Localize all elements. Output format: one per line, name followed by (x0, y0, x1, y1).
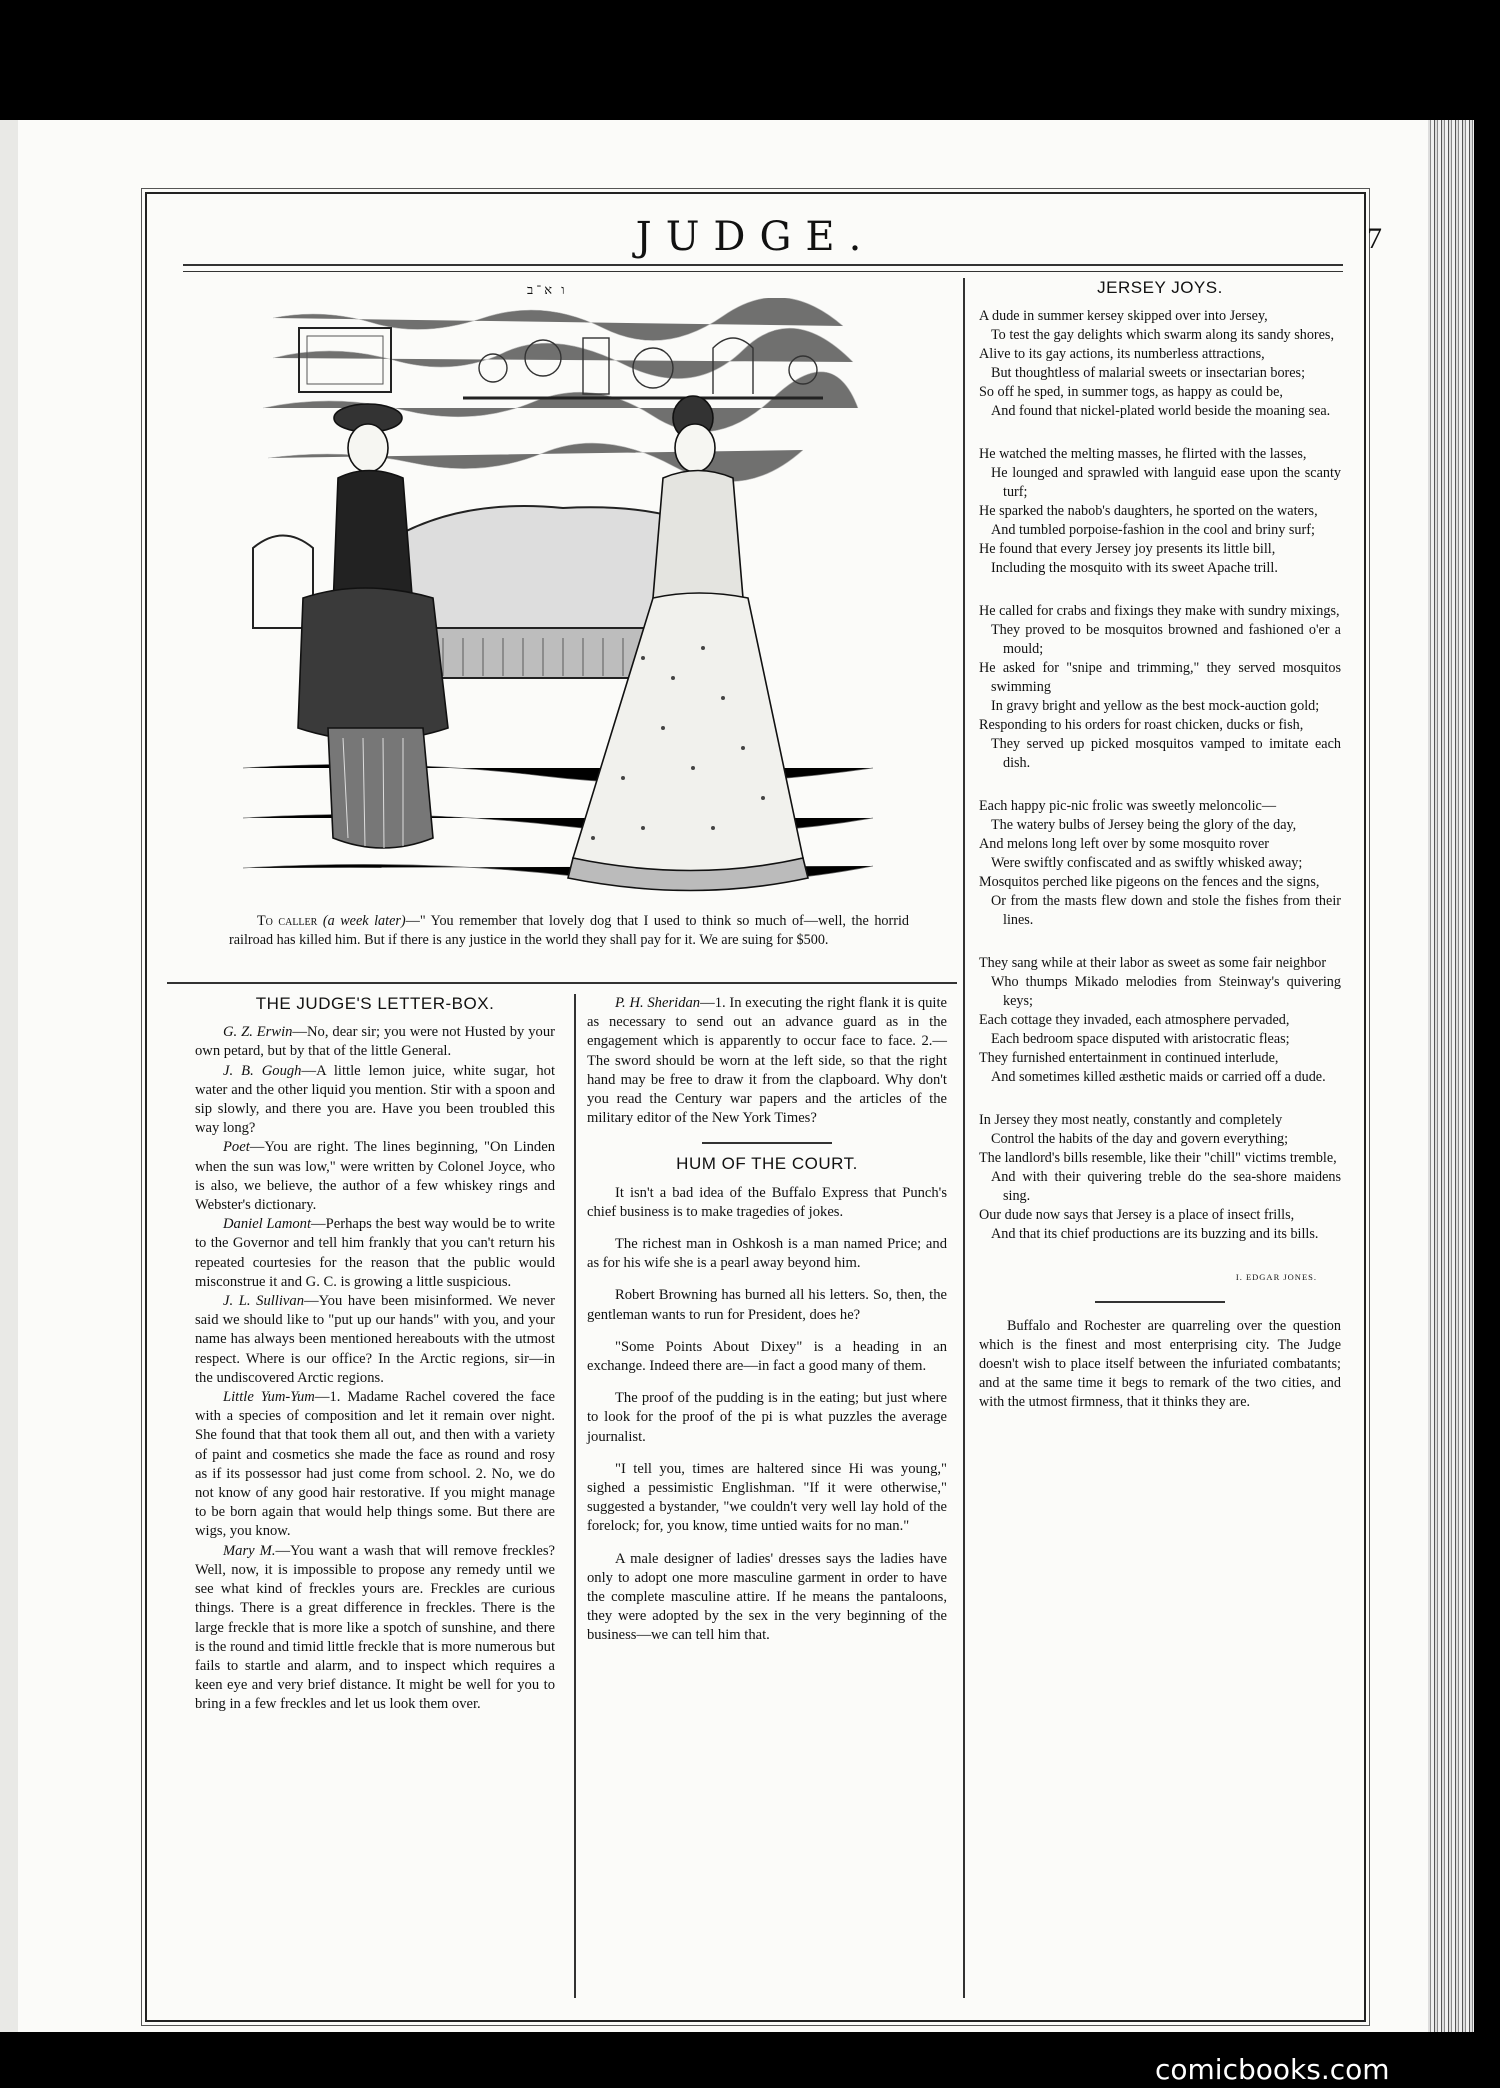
poem-line: They proved to be mosquitos browned and fashioned o'er a mould; (991, 622, 1341, 657)
letter-entry (195, 1292, 555, 1388)
hum-paragraph: "Some Points About Dixey" is a heading in an exchange. Indeed there are—in fact a good many of them. (587, 1338, 947, 1375)
scan-top-margin (0, 0, 1500, 122)
hum-paragraph: It isn't a bad idea of the Buffalo Express that Punch's chief business is to make tragedies of jokes. (587, 1184, 947, 1220)
poem-line: And found that nickel-plated world beside the moaning sea. (991, 403, 1331, 419)
caption-lead: To caller (257, 913, 318, 929)
column-rule-right (963, 278, 965, 1998)
letter-entry (195, 1388, 555, 1542)
poem-line: Including the mosquito with its sweet Apache trill. (991, 560, 1278, 576)
letter-entry-text: —A little lemon juice, white sugar, hot water and the other liquid you mention. Stir with a spoon and sip slowly, and there you are. Have you been troubled this way long? (195, 1062, 555, 1137)
cartoon-title: ו א־ב (527, 282, 568, 297)
letter-entry-name: Poet (223, 1139, 250, 1156)
letter-entry-text: —1. In executing the right flank it is quite as necessary to send out an advance guard as in the engagement which is apparently to occur face to face. 2.—The sword should be worn at the left side, so that the right hand may be free to draw it from the clapboard. Why don't you read the Century war papers and the articles of the military editor of the New York Times? (587, 995, 947, 1127)
poem-line: And with their quivering treble do the sea-shore maidens sing. (991, 1169, 1341, 1204)
poem-line: But thoughtless of malarial sweets or insectarian bores; (991, 365, 1306, 381)
poem-line: A dude in summer kersey skipped over into Jersey, (979, 308, 1268, 324)
poem-line: They sang while at their labor as sweet as some fair neighbor (979, 955, 1327, 971)
cartoon-bottom-rule (167, 982, 957, 984)
letter-entry-name: Daniel Lamont (223, 1216, 312, 1233)
hum-paragraph: A male designer of ladies' dresses says the ladies have only to adopt one more masculine garment in order to have the complete masculine attire. If he means the pantaloons, they were adopted by the sex in the very beginning of the business—we can tell him that. (587, 1550, 947, 1644)
poem-line: He sparked the nabob's daughters, he sported on the waters, (979, 503, 1318, 519)
poem-line: Control the habits of the day and govern everything; (991, 1131, 1289, 1147)
poem-line: Or from the masts flew down and stole the fishes from their lines. (991, 893, 1341, 928)
caption-italic: (a week later) (322, 913, 406, 929)
letter-entry-text: —You want a wash that will remove freckles? Well, now, it is impossible to propose any remedy until we see what kind of freckles yours are. Freckles are curious things. There is a great difference in freckles. There is the large freckle that is more like a spotch of sunshine, and there is the round and timid little freckle that is more numerous but fails to startle and alarm, and to inspect which requires a keen eye and very brief distance. It might be well for you to bring in a few freckles and let us look them over. (195, 1542, 555, 1713)
poem-stanza (979, 1111, 1341, 1244)
caption-text: —" You remember that lovely dog that I used to think so much of—well, the horrid railroad has killed him. But if there is any justice in the world they shall pay for it. We are suing for $500. (229, 913, 910, 948)
hum-paragraph: Robert Browning has burned all his letters. So, then, the gentleman wants to run for President, does he? (587, 1287, 947, 1323)
masthead-rule (183, 264, 1343, 272)
letter-entry (195, 1138, 555, 1215)
poem-line: He asked for "snipe and trimming," they served mosquitos swimming (979, 660, 1341, 695)
poem-line: Mosquitos perched like pigeons on the fences and the signs, (979, 874, 1320, 890)
poem-line: He watched the melting masses, he flirted with the lasses, (979, 446, 1307, 462)
poem-line: Were swiftly confiscated and as swiftly whisked away; (991, 855, 1303, 871)
poem-stanza (979, 797, 1341, 930)
letter-entry-name: Mary M. (223, 1542, 276, 1559)
poem-line: The watery bulbs of Jersey being the glory of the day, (991, 817, 1297, 833)
letter-entry-name: J. L. Sullivan (223, 1293, 304, 1310)
middle-column (587, 994, 947, 1646)
poem-line: So off he sped, in summer togs, as happy as could be, (979, 384, 1283, 400)
watermark-logo: comicbooks.com (1155, 2053, 1390, 2086)
poem-line: And tumbled porpoise-fashion in the cool and briny surf; (991, 522, 1315, 538)
letter-entry-text: —You have been misinformed. We never said we should like to "put up our hands" with you, and your name has always been mentioned hereabouts with the utmost respect. Where is our office? In the Arctic regions, sir—in the undiscovered Arctic regions. (195, 1293, 555, 1386)
poem-line: He called for crabs and fixings they make with sundry mixings, (979, 603, 1340, 619)
letter-entry (587, 994, 947, 1128)
poem-heading: JERSEY JOYS. (1097, 278, 1223, 297)
masthead-title: JUDGE. (635, 214, 876, 260)
book-binding-edge (1428, 120, 1474, 2032)
poem-line: Each bedroom space disputed with aristocratic fleas; (991, 1031, 1290, 1047)
letter-box-column (195, 994, 555, 1715)
poem-line: And sometimes killed æsthetic maids or carried off a dude. (991, 1069, 1326, 1085)
poem-line: And that its chief productions are its buzzing and its bills. (991, 1226, 1319, 1242)
letter-entry-name: Little Yum-Yum (223, 1389, 315, 1406)
poem-stanza (979, 602, 1341, 773)
poem-line: The landlord's bills resemble, like their "chill" victims tremble, (979, 1150, 1337, 1166)
letter-entry-name: J. B. Gough (223, 1062, 302, 1079)
poem-line: Each cottage they invaded, each atmosphere pervaded, (979, 1012, 1290, 1028)
letter-entry (195, 1023, 555, 1061)
poem-line: Who thumps Mikado melodies from Steinway's quivering keys; (991, 974, 1341, 1009)
letter-entry-text: —Perhaps the best way would be to write to the Governor and tell him frankly that you can't return his repeated courtesies for the reason that the public would misconstrue it and G. C. is growing a little suspicious. (195, 1216, 555, 1290)
letter-box-heading: THE JUDGE'S LETTER-BOX. (255, 994, 495, 1013)
poem-line: They served up picked mosquitos vamped to imitate each dish. (991, 736, 1341, 771)
poem-stanza (979, 445, 1341, 578)
poem-signature: I. EDGAR JONES. (1235, 1272, 1317, 1282)
closing-paragraph: Buffalo and Rochester are quarreling over the question which is the finest and most enterprising city. The Judge doesn't wish to place itself between the infuriated combatants; and at the same time it begs to remark of the two cities, and with the utmost firmness, that it thinks they are. (979, 1318, 1341, 1410)
closing-rule (1095, 1301, 1225, 1303)
hum-paragraph: "I tell you, times are haltered since Hi was young," sighed a pessimistic Englishman. "If it were otherwise," suggested a bystander, "we couldn't very well lay hold of the forelock; for, you know, time untied waits for no man." (587, 1460, 947, 1535)
letter-entry-name: P. H. Sheridan (615, 995, 701, 1011)
column-rule-middle (574, 994, 576, 1998)
poem-line: Alive to its gay actions, its numberless attractions, (979, 346, 1265, 362)
poem-line: In Jersey they most neatly, constantly and completely (979, 1112, 1283, 1128)
poem-line: Our dude now says that Jersey is a place of insect frills, (979, 1207, 1295, 1223)
letter-entry-text: —You are right. The lines beginning, "On Linden when the sun was low," were written by Colonel Joyce, who is also, we believe, the author of a few whiskey rings and Webster's dictionary. (195, 1139, 555, 1214)
hum-paragraph: The proof of the pudding is in the eating; but just where to look for the proof of the pi is what puzzles the average journalist. (587, 1390, 947, 1445)
page-frame (145, 192, 1382, 2022)
cartoon-caption (229, 912, 909, 950)
poem-line: And melons long left over by some mosquito rover (979, 836, 1270, 852)
hum-paragraph: The richest man in Oshkosh is a man named Price; and as for his wife she is a pearl away beyond him. (587, 1236, 947, 1272)
hum-section-rule (702, 1142, 832, 1144)
poem-line: They furnished entertainment in continued interlude, (979, 1050, 1279, 1066)
cartoon-illustration (243, 298, 873, 898)
letter-entry (195, 1542, 555, 1715)
poem-line: He found that every Jersey joy presents its little bill, (979, 541, 1276, 557)
letter-entry-text: —1. Madame Rachel covered the face with a species of composition and let it remain over night. She found that that took them all out, and then with a variety of paint and cosmetics she made the face as round and rosy as if its possessor had just come from school. 2. No, we do not know of any good hair restorative. If you might manage to be born again that would help things some. But there are wigs, you know. (195, 1389, 555, 1540)
letter-entry (195, 1215, 555, 1292)
poem-column (979, 278, 1341, 1412)
letter-entry (195, 1062, 555, 1139)
poem-stanza (979, 954, 1341, 1087)
poem-stanza (979, 307, 1341, 421)
poem-line: Responding to his orders for roast chicken, ducks or fish, (979, 717, 1304, 733)
poem-line: Each happy pic-nic frolic was sweetly meloncolic— (979, 798, 1277, 814)
letter-entry-name: G. Z. Erwin (223, 1024, 293, 1041)
poem-line: In gravy bright and yellow as the best mock-auction gold; (991, 698, 1320, 714)
letter-entry-text: —No, dear sir; you were not Husted by your own petard, but by that of the little General. (195, 1024, 555, 1060)
poem-line: He lounged and sprawled with languid ease upon the scanty turf; (991, 465, 1341, 500)
poem-line: To test the gay delights which swarm along its sandy shores, (991, 327, 1334, 343)
hum-heading: HUM OF THE COURT. (676, 1154, 858, 1174)
page-number: 7 (1367, 222, 1382, 255)
